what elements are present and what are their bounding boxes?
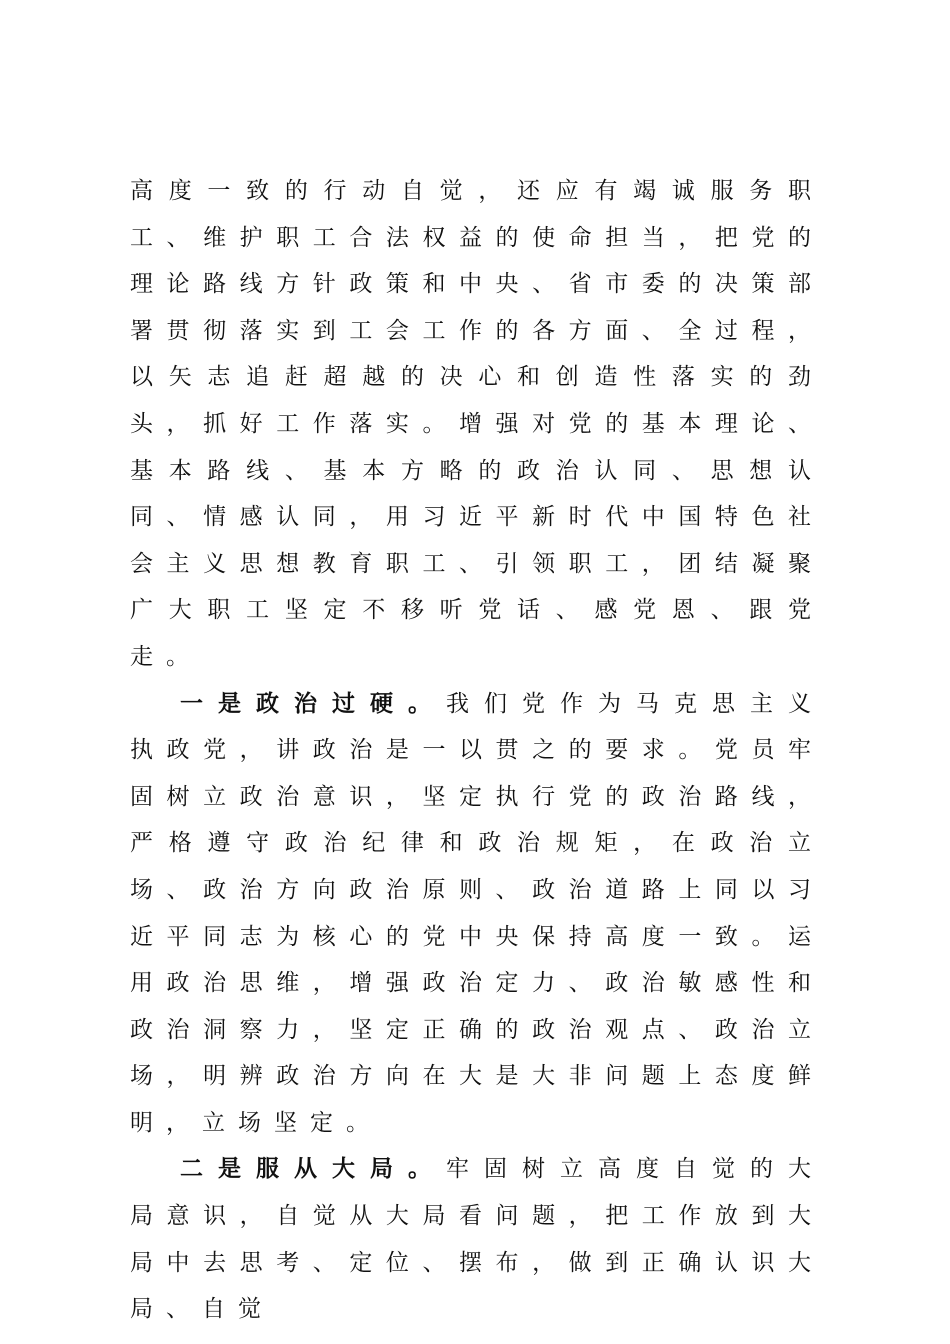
paragraph-text: 高度一致的行动自觉，还应有竭诚服务职工、维护职工合法权益的使命担当，把党的理论路线方针政策和中央、省市委的决策部署贯彻落实到工会工作的各方面、全过程，以矢志追赶超越的决心和创造性落实的劲头，抓好工作落实。增强对党的基本理论、基本路线、基本方略的政治认同、思想认同、情感认同，用习近平新时代中国特色社会主义思想教育职工、引领职工，团结凝聚广大职工坚定不移听党话、感党恩、跟党走。 xyxy=(130,178,824,670)
paragraph-obey-overall xyxy=(130,1146,824,1332)
paragraph-lead-heading: 一是政治过硬。 xyxy=(180,690,446,717)
paragraph-text: 牢固树立高度自觉的大局意识，自觉从大局看问题，把工作放到大局中去思考、定位、摆布，做到正确认识大局、自觉 xyxy=(130,1156,824,1323)
paragraph-continuation xyxy=(130,168,824,681)
paragraph-political-hardness xyxy=(130,681,824,1147)
paragraph-text: 我们党作为马克思主义执政党，讲政治是一以贯之的要求。党员牢固树立政治意识，坚定执行党的政治路线，严格遵守政治纪律和政治规矩，在政治立场、政治方向政治原则、政治道路上同以习近平同志为核心的党中央保持高度一致。运用政治思维，增强政治定力、政治敏感性和政治洞察力，坚定正确的政治观点、政治立场，明辨政治方向在大是大非问题上态度鲜明，立场坚定。 xyxy=(130,690,824,1136)
body-text xyxy=(130,168,824,1333)
paragraph-lead-heading: 二是服从大局。 xyxy=(180,1156,446,1183)
